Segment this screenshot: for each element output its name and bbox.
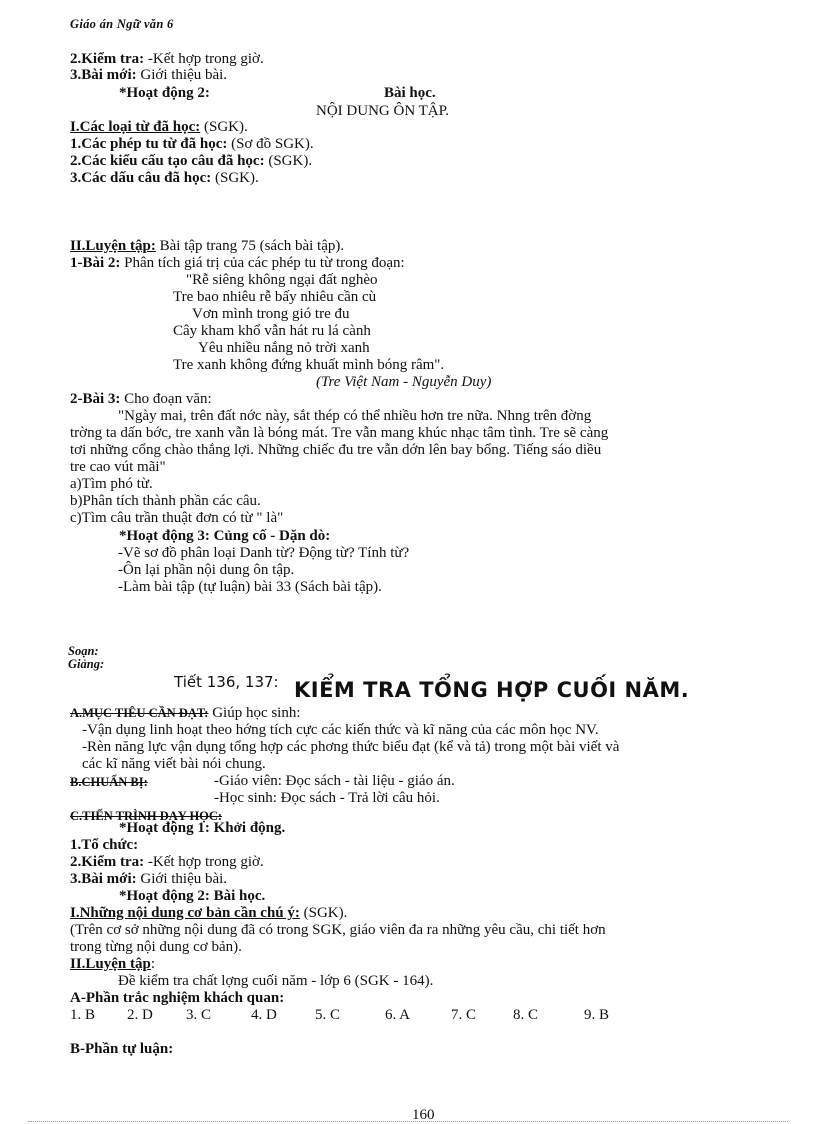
noi-dung-para: (Trên cơ sở những nội dung đã có trong SGK, giáo viên đa ra những yêu cầu, chi tiết hơn: [70, 922, 606, 938]
muc-tieu-item: -Vận dụng linh hoạt theo hớng tích cực các kiến thức và kĩ năng của các môn học NV.: [82, 722, 599, 738]
poem-line: "Rễ siêng không ngại đất nghèo: [186, 272, 378, 288]
kiem-tra-line-2: 2.Kiểm tra: -Kết hợp trong giờ.: [70, 854, 264, 870]
poem-line: Tre xanh không đứng khuất mình bóng râm".: [173, 357, 445, 373]
bai-2-line: 1-Bài 2: Phân tích giá trị của các phép tu từ trong đoạn:: [70, 255, 405, 271]
answer-key: [70, 1007, 609, 1024]
hd3-item: -Vẽ sơ đồ phân loại Danh từ? Động từ? Tính từ?: [118, 545, 410, 561]
poem-line: Vơn mình trong gió tre đu: [192, 306, 350, 322]
giang-label: Giảng:: [68, 657, 105, 671]
chuan-bi-label: B.CHUẨN BỊ:: [70, 775, 148, 789]
lesson-title: KIỂM TRA TỔNG HỢP CUỐI NĂM.: [294, 678, 690, 702]
poem-line: Tre bao nhiêu rễ bấy nhiêu cần cù: [173, 289, 377, 305]
bai-moi-line: 3.Bài mới: Giới thiệu bài.: [70, 67, 228, 83]
hd3-item: -Làm bài tập (tự luận) bài 33 (Sách bài tập).: [118, 579, 382, 595]
paragraph-line: "Ngày mai, trên đất nớc này, sắt thép có thể nhiều hơn tre nữa. Nhng trên đờng: [118, 408, 592, 424]
hoat-dong-2-heading: *Hoạt động 2:: [119, 85, 210, 101]
answer-item: 7. C: [451, 1007, 477, 1023]
question-c: c)Tìm câu trần thuật đơn có từ " là": [70, 510, 284, 526]
footer-divider: [28, 1121, 788, 1122]
answer-item: 3. C: [186, 1007, 212, 1023]
luyen-tap-line-2: II.Luyện tập:: [70, 956, 156, 972]
noi-dung-on-tap-title: NỘI DUNG ÔN TẬP.: [316, 103, 450, 119]
question-b: b)Phân tích thành phần các câu.: [70, 493, 261, 509]
noi-dung-co-ban-line: I.Những nội dung cơ bản cần chú ý: (SGK).: [70, 905, 348, 921]
chuan-bi-item: -Học sinh: Đọc sách - Trả lời câu hỏi.: [214, 790, 440, 806]
to-chuc-label: 1.Tổ chức:: [70, 837, 139, 853]
muc-tieu-line: A.MỤC TIÊU CẦN ĐẠT: Giúp học sinh:: [70, 705, 301, 721]
section-i-line: I.Các loại từ đã học: (SGK).: [70, 119, 248, 135]
trac-nghiem-heading: A-Phần trắc nghiệm khách quan:: [70, 990, 285, 1006]
hd3-item: -Ôn lại phần nội dung ôn tập.: [118, 562, 295, 578]
kiem-tra-line: 2.Kiểm tra: -Kết hợp trong giờ.: [70, 51, 264, 67]
bai-moi-line-2: 3.Bài mới: Giới thiệu bài.: [70, 871, 228, 887]
answer-item: 1. B: [70, 1007, 96, 1023]
answer-item: 9. B: [584, 1007, 610, 1023]
page-header: Giáo án Ngữ văn 6: [70, 17, 174, 31]
poem-source: (Tre Việt Nam - Nguyễn Duy): [316, 374, 492, 390]
lesson-number: Tiết 136, 137:: [174, 673, 279, 691]
bai-hoc-heading: Bài học.: [384, 85, 436, 101]
answer-item: 8. C: [513, 1007, 539, 1023]
hoat-dong-3-heading: *Hoạt động 3: Củng cố - Dặn dò:: [119, 528, 331, 544]
chuan-bi-item: -Giáo viên: Đọc sách - tài liệu - giáo án.: [214, 773, 455, 789]
paragraph-line: tơi những cổng chào thắng lợi. Những chiếc đu tre vẫn dớn lên bay bổng. Tiếng sáo diều: [70, 442, 602, 458]
section-i1-line: 1.Các phép tu từ đã học: (Sơ đồ SGK).: [70, 136, 314, 152]
section-i2-line: 2.Các kiểu cấu tạo câu đã học: (SGK).: [70, 153, 313, 169]
answer-item: 2. D: [127, 1007, 153, 1023]
noi-dung-para: trong từng nội dung cơ bản).: [70, 939, 242, 955]
section-i3-line: 3.Các dấu câu đã học: (SGK).: [70, 170, 259, 186]
paragraph-line: trờng ta dấn bớc, tre xanh vẫn là bóng mát. Tre vẫn mang khúc nhạc tâm tình. Tre sẽ càng: [70, 425, 609, 441]
bai-3-line: 2-Bài 3: Cho đoạn văn:: [70, 391, 212, 407]
tien-trinh-label: C.TIẾN TRÌNH DẠY HỌC:: [70, 809, 223, 823]
question-a: a)Tìm phó từ.: [70, 476, 153, 492]
poem-line: Cây kham khổ vẫn hát ru lá cành: [173, 323, 371, 339]
muc-tieu-item: các kĩ năng viết bài nói chung.: [82, 756, 266, 772]
page-number: 160: [412, 1107, 435, 1123]
answer-item: 6. A: [385, 1007, 411, 1023]
answer-item: 4. D: [251, 1007, 277, 1023]
answer-item: 5. C: [315, 1007, 341, 1023]
muc-tieu-item: -Rèn năng lực vận dụng tổng hợp các phơng thức biểu đạt (kể và tả) trong một bài viết và: [82, 739, 620, 755]
hoat-dong-1-heading: *Hoạt động 1: Khởi động.: [119, 820, 286, 836]
soan-label: Soạn:: [68, 644, 99, 658]
paragraph-line: tre cao vút mãi": [70, 459, 166, 475]
poem-line: Yêu nhiều nắng nỏ trời xanh: [198, 340, 370, 356]
hoat-dong-2-bai-hoc: *Hoạt động 2: Bài học.: [119, 888, 266, 904]
tu-luan-heading: B-Phần tự luận:: [70, 1041, 174, 1057]
de-kiem-tra-line: Đề kiểm tra chất lợng cuối năm - lớp 6 (SGK - 164).: [118, 973, 434, 989]
luyen-tap-line: II.Luyện tập: Bài tập trang 75 (sách bài tập).: [70, 238, 345, 254]
